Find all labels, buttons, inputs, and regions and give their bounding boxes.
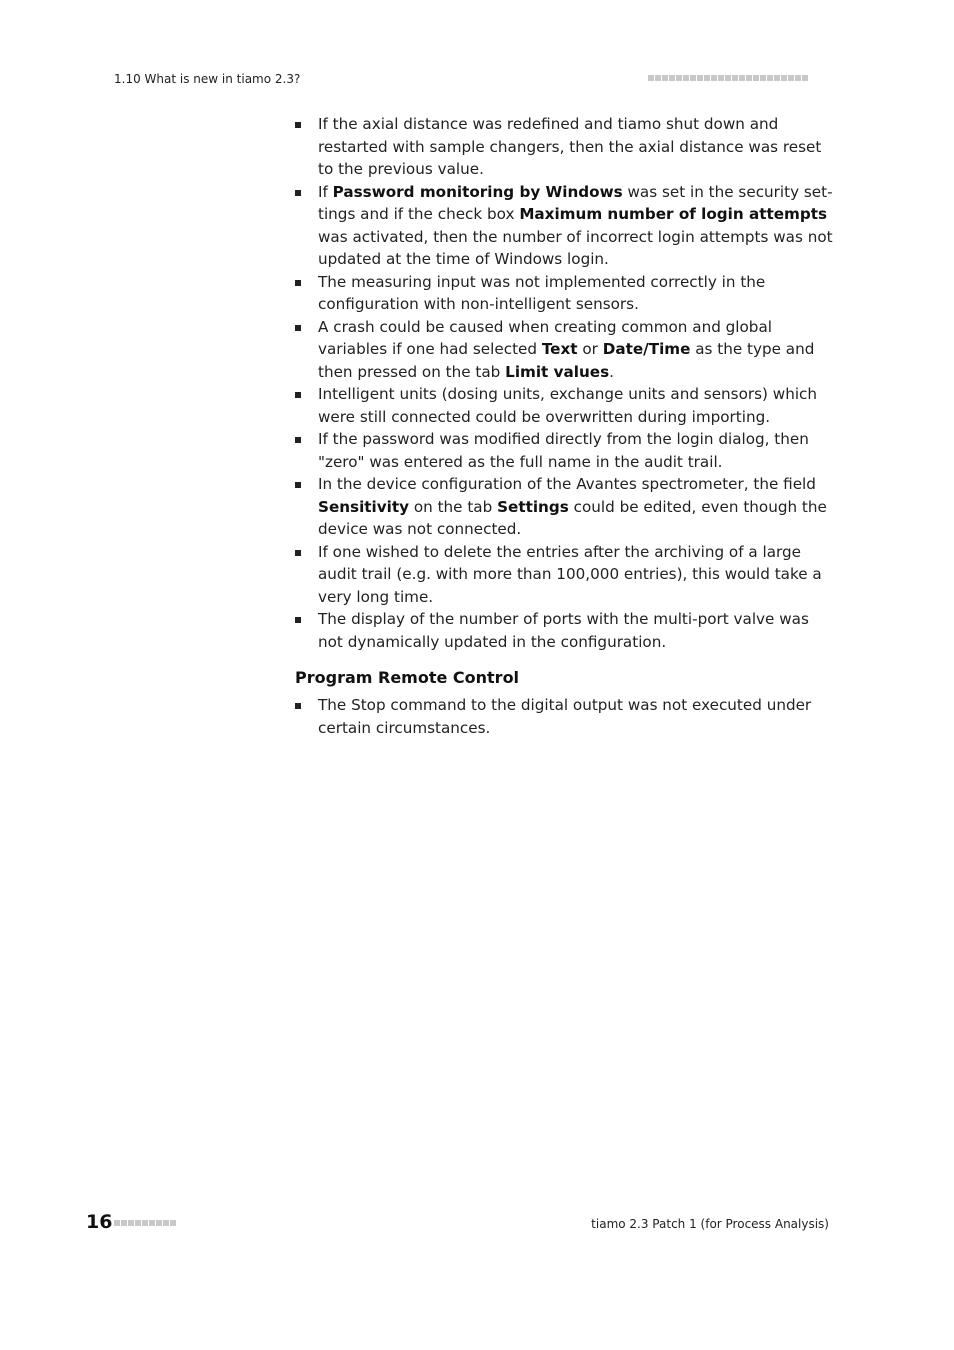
ui-term: Limit values bbox=[505, 362, 610, 381]
square-bullet-icon bbox=[295, 550, 301, 556]
page-content bbox=[295, 113, 835, 739]
list-item bbox=[295, 113, 835, 181]
list-item bbox=[295, 608, 835, 653]
list-item bbox=[295, 316, 835, 384]
dot-icon bbox=[135, 1220, 141, 1226]
dot-icon bbox=[170, 1220, 176, 1226]
square-bullet-icon bbox=[295, 482, 301, 488]
dot-icon bbox=[760, 75, 766, 81]
section-heading: Program Remote Control bbox=[295, 668, 520, 687]
ui-term: Password monitoring by Windows bbox=[332, 182, 623, 201]
square-bullet-icon bbox=[295, 190, 301, 196]
dot-icon bbox=[149, 1220, 155, 1226]
dot-icon bbox=[683, 75, 689, 81]
dot-icon bbox=[753, 75, 759, 81]
dot-icon bbox=[746, 75, 752, 81]
square-bullet-icon bbox=[295, 617, 301, 623]
dot-icon bbox=[648, 75, 654, 81]
dot-icon bbox=[739, 75, 745, 81]
fix-list bbox=[295, 113, 835, 653]
item-text: A crash could be caused when creating common and global variables if one had selected bbox=[318, 317, 772, 358]
list-item bbox=[295, 541, 835, 609]
dot-icon bbox=[718, 75, 724, 81]
dot-icon bbox=[690, 75, 696, 81]
dot-icon bbox=[767, 75, 773, 81]
dot-icon bbox=[704, 75, 710, 81]
dot-icon bbox=[676, 75, 682, 81]
ui-term: Date/Time bbox=[602, 340, 691, 358]
dot-icon bbox=[788, 75, 794, 81]
item-text: was activated, then the number of incorrect login attempts was not updated at the time of Windows login. bbox=[318, 227, 833, 268]
square-bullet-icon bbox=[295, 280, 301, 286]
list-item bbox=[295, 473, 835, 541]
item-text: If the password was modified directly from the login dialog, then "zero" was entered as the full name in the audit trail. bbox=[318, 430, 809, 471]
item-text: could be edited, even though the device was not connected. bbox=[318, 497, 827, 538]
ui-term: Sensitivity bbox=[318, 497, 410, 516]
ui-term: Maximum number of login attempts bbox=[519, 205, 828, 223]
square-bullet-icon bbox=[295, 122, 301, 128]
item-text: If bbox=[318, 182, 333, 201]
dot-icon bbox=[725, 75, 731, 81]
item-text: or bbox=[577, 340, 603, 358]
dot-icon bbox=[802, 75, 808, 81]
item-text: If one wished to delete the entries after the archiving of a large audit trail (e.g. with more than 100,000 entries), this would take a very long time. bbox=[318, 542, 822, 606]
dot-icon bbox=[121, 1220, 127, 1226]
dot-icon bbox=[781, 75, 787, 81]
square-bullet-icon bbox=[295, 437, 301, 443]
list-item bbox=[295, 383, 835, 428]
dot-icon bbox=[732, 75, 738, 81]
header-dot-bar bbox=[648, 75, 808, 81]
footer-dot-bar bbox=[114, 1220, 176, 1226]
dot-icon bbox=[697, 75, 703, 81]
dot-icon bbox=[662, 75, 668, 81]
item-text: The Stop command to the digital output was not executed under certain circumstances. bbox=[318, 696, 812, 737]
item-text: as the type and then pressed on the tab bbox=[318, 340, 815, 381]
dot-icon bbox=[163, 1220, 169, 1226]
dot-icon bbox=[795, 75, 801, 81]
remote-control-fix-list bbox=[295, 694, 835, 739]
ui-term: Text bbox=[541, 340, 578, 358]
item-text: The measuring input was not implemented correctly in the configuration with non-intelligent sensors. bbox=[318, 272, 766, 313]
item-text: on the tab bbox=[409, 497, 498, 516]
dot-icon bbox=[655, 75, 661, 81]
dot-icon bbox=[774, 75, 780, 81]
dot-icon bbox=[128, 1220, 134, 1226]
dot-icon bbox=[114, 1220, 120, 1226]
ui-term: Settings bbox=[497, 497, 569, 516]
dot-icon bbox=[669, 75, 675, 81]
list-item bbox=[295, 694, 835, 739]
item-text: Intelligent units (dosing units, exchange units and sensors) which were still connected could be overwritten during importing. bbox=[318, 385, 818, 426]
item-text: In the device configuration of the Avantes spectrometer, the field bbox=[318, 475, 816, 493]
dot-icon bbox=[156, 1220, 162, 1226]
list-item bbox=[295, 428, 835, 473]
page-number: 16 bbox=[86, 1211, 113, 1233]
dot-icon bbox=[142, 1220, 148, 1226]
list-item bbox=[295, 271, 835, 316]
item-text: The display of the number of ports with the multi-port valve was not dynamically updated in the configuration. bbox=[318, 610, 809, 651]
footer-document-title: tiamo 2.3 Patch 1 (for Process Analysis) bbox=[591, 1217, 829, 1231]
item-text: was set in the security settings and if the check box bbox=[318, 182, 833, 223]
item-text: If the axial distance was redefined and tiamo shut down and restarted with sample changers, then the axial distance was reset to the previous value. bbox=[318, 115, 822, 178]
item-text: . bbox=[609, 362, 614, 381]
square-bullet-icon bbox=[295, 703, 301, 709]
list-item bbox=[295, 181, 835, 271]
dot-icon bbox=[711, 75, 717, 81]
square-bullet-icon bbox=[295, 392, 301, 398]
square-bullet-icon bbox=[295, 325, 301, 331]
running-header-title: 1.10 What is new in tiamo 2.3? bbox=[114, 72, 301, 86]
